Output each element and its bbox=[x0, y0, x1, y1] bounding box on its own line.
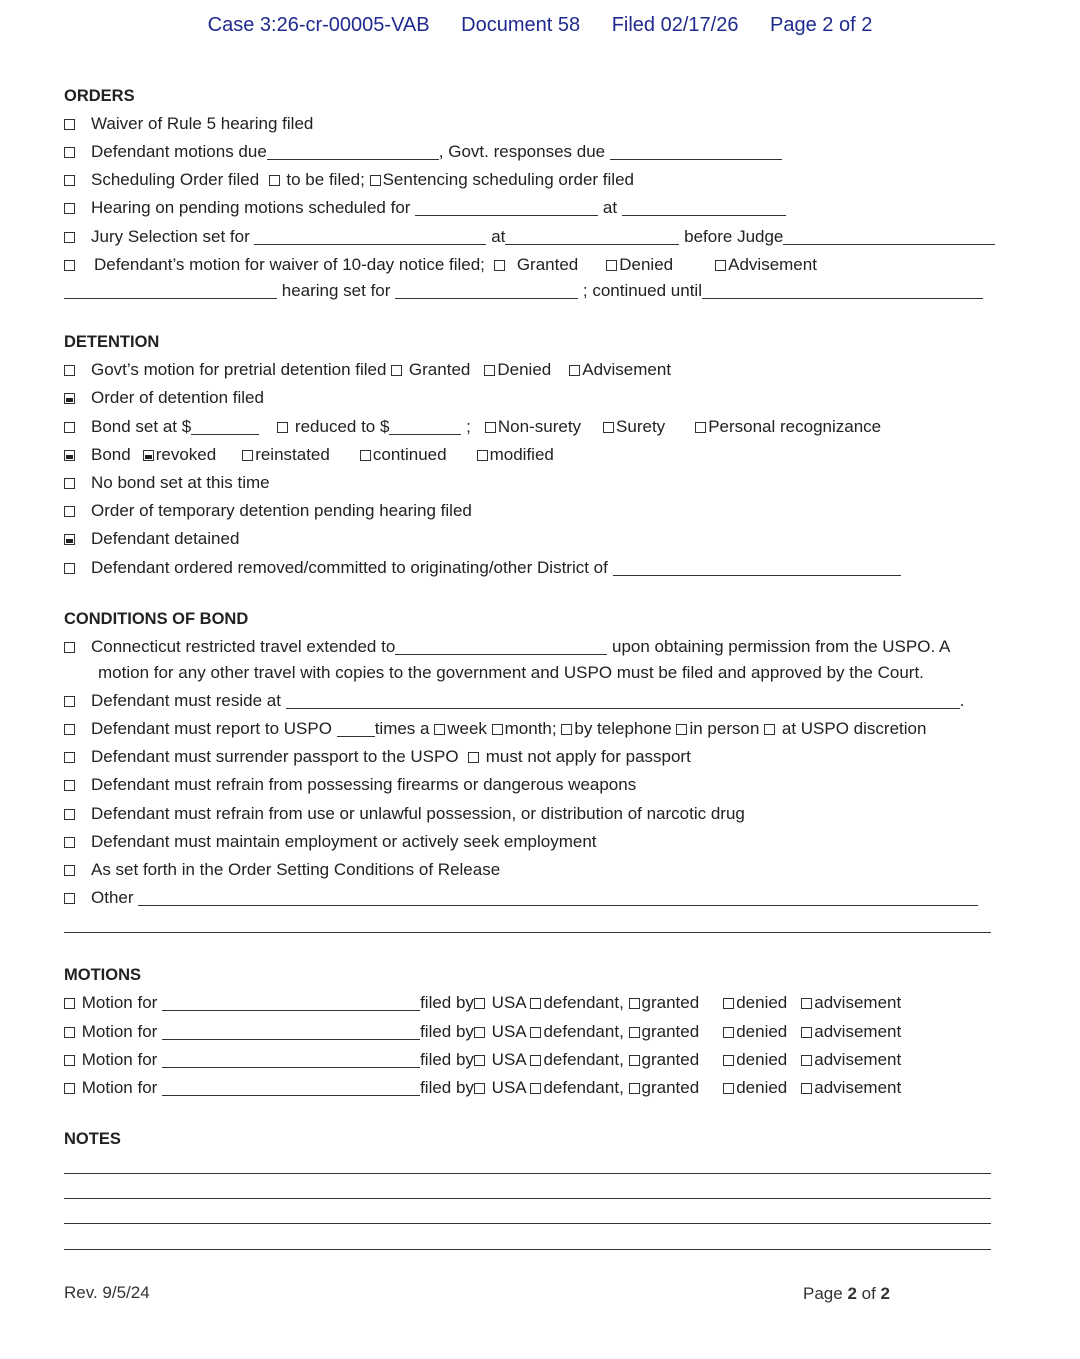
checkbox-telephone[interactable] bbox=[561, 724, 572, 735]
label: Denied bbox=[497, 360, 552, 379]
order-waiver-rule5 bbox=[64, 113, 313, 135]
label: at bbox=[491, 227, 506, 246]
checkbox-advisement[interactable] bbox=[801, 1083, 812, 1094]
checkbox-usa[interactable] bbox=[474, 1083, 485, 1094]
label: Waiver of Rule 5 hearing filed bbox=[91, 114, 314, 133]
detention-removed bbox=[64, 557, 901, 579]
label: by telephone bbox=[574, 719, 672, 738]
checkbox-defendant[interactable] bbox=[530, 1055, 541, 1066]
checkbox-denied[interactable] bbox=[723, 1083, 734, 1094]
checkbox-personal-recognizance[interactable] bbox=[695, 422, 706, 433]
bond-amount-field[interactable] bbox=[191, 418, 259, 435]
checkbox-modified[interactable] bbox=[477, 450, 488, 461]
footer-page-number bbox=[803, 1284, 890, 1304]
section-title-orders: ORDERS bbox=[64, 87, 135, 105]
checkbox-order-setting[interactable] bbox=[64, 865, 75, 876]
checkbox-sentencing-scheduling[interactable] bbox=[370, 175, 381, 186]
label: before Judge bbox=[684, 227, 784, 246]
other-field[interactable] bbox=[138, 889, 978, 906]
label: Page bbox=[803, 1284, 848, 1303]
label: Non-surety bbox=[497, 417, 582, 436]
checkbox-motion[interactable] bbox=[64, 1083, 75, 1094]
checkbox-detained-checked[interactable] bbox=[64, 534, 75, 545]
checkbox-motion[interactable] bbox=[64, 1055, 75, 1066]
label: 2 bbox=[880, 1284, 890, 1303]
label: advisement bbox=[814, 1022, 902, 1041]
continued-until-field[interactable] bbox=[702, 282, 983, 299]
label: upon obtaining permission from the USPO. A bbox=[612, 637, 951, 656]
label: Advisement bbox=[582, 360, 672, 379]
other-continued-line[interactable] bbox=[64, 932, 991, 933]
condition-report bbox=[64, 718, 926, 740]
checkbox-reduced[interactable] bbox=[277, 422, 288, 433]
label: of bbox=[856, 1284, 881, 1303]
travel-destination-field[interactable] bbox=[395, 638, 607, 655]
label: Advisement bbox=[728, 255, 817, 274]
checkbox-reside[interactable] bbox=[64, 696, 75, 707]
label: filed by bbox=[420, 1050, 474, 1069]
condition-order-setting bbox=[64, 859, 500, 881]
motion-row bbox=[64, 1049, 901, 1071]
label: at bbox=[602, 198, 618, 217]
label: granted bbox=[641, 1078, 700, 1097]
condition-narcotic bbox=[64, 803, 745, 825]
label: filed by bbox=[420, 1078, 474, 1097]
checkbox-other[interactable] bbox=[64, 893, 75, 904]
label: Granted bbox=[408, 360, 471, 379]
label: Order of detention filed bbox=[91, 388, 264, 407]
detention-defendant-detained bbox=[64, 528, 239, 550]
label: defendant, bbox=[543, 1078, 624, 1097]
hearing-type-field[interactable] bbox=[64, 282, 277, 299]
checkbox-waiver-rule5[interactable] bbox=[64, 119, 75, 130]
checkbox-granted[interactable] bbox=[629, 1027, 640, 1038]
district-field[interactable] bbox=[613, 559, 901, 576]
label: denied bbox=[736, 1022, 788, 1041]
label: Scheduling Order filed bbox=[91, 170, 260, 189]
checkbox-hearing-pending[interactable] bbox=[64, 203, 75, 214]
label: week bbox=[447, 719, 487, 738]
checkbox-no-apply-passport[interactable] bbox=[468, 752, 479, 763]
label: advisement bbox=[814, 1078, 902, 1097]
label: Defendant must reside at bbox=[91, 691, 281, 710]
order-jury-selection bbox=[64, 226, 995, 248]
checkbox-govt-motion[interactable] bbox=[64, 365, 75, 376]
label: Bond set at $ bbox=[91, 417, 192, 436]
label: ; continued until bbox=[582, 281, 702, 300]
label: reduced to $ bbox=[294, 417, 390, 436]
checkbox-denied[interactable] bbox=[723, 1027, 734, 1038]
checkbox-passport[interactable] bbox=[64, 752, 75, 763]
checkbox-defendant[interactable] bbox=[530, 998, 541, 1009]
label: , Govt. responses due bbox=[438, 142, 606, 161]
label: Other bbox=[91, 888, 134, 907]
checkbox-narcotic[interactable] bbox=[64, 809, 75, 820]
checkbox-defendant[interactable] bbox=[530, 1027, 541, 1038]
condition-other bbox=[64, 887, 978, 909]
label: Defendant’s motion for waiver of 10-day notice filed; bbox=[94, 255, 485, 274]
motion-type-field[interactable] bbox=[162, 1051, 420, 1068]
label: . bbox=[959, 691, 965, 710]
reduced-amount-field[interactable] bbox=[389, 418, 461, 435]
checkbox-reinstated[interactable] bbox=[242, 450, 253, 461]
checkbox-jury-selection[interactable] bbox=[64, 232, 75, 243]
checkbox-advisement[interactable] bbox=[801, 998, 812, 1009]
detention-no-bond bbox=[64, 472, 270, 494]
label: month; bbox=[504, 719, 557, 738]
label: Defendant must maintain employment or actively seek employment bbox=[91, 832, 597, 851]
label: advisement bbox=[814, 993, 902, 1012]
checkbox-month[interactable] bbox=[492, 724, 503, 735]
checkbox-revoked-checked[interactable] bbox=[143, 450, 154, 461]
notes-line[interactable] bbox=[64, 1173, 991, 1174]
section-title-notes: NOTES bbox=[64, 1130, 121, 1148]
label: advisement bbox=[814, 1050, 902, 1069]
label: in person bbox=[689, 719, 760, 738]
checkbox-removed[interactable] bbox=[64, 563, 75, 574]
checkbox-firearms[interactable] bbox=[64, 780, 75, 791]
checkbox-scheduling-order[interactable] bbox=[64, 175, 75, 186]
order-motions-due bbox=[64, 141, 782, 163]
checkbox-continued[interactable] bbox=[360, 450, 371, 461]
label: Jury Selection set for bbox=[91, 227, 250, 246]
label: USA bbox=[491, 1078, 526, 1097]
notes-line[interactable] bbox=[64, 1198, 991, 1199]
label: Defendant must refrain from possessing firearms or dangerous weapons bbox=[91, 775, 637, 794]
label: Motion for bbox=[81, 1050, 158, 1069]
checkbox-motion[interactable] bbox=[64, 1027, 75, 1038]
label: continued bbox=[372, 445, 447, 464]
label: Govt’s motion for pretrial detention filed bbox=[91, 360, 387, 379]
detention-govt-motion bbox=[64, 359, 671, 381]
govt-responses-due-field[interactable] bbox=[610, 143, 782, 160]
checkbox-advisement[interactable] bbox=[801, 1055, 812, 1066]
label: granted bbox=[641, 1050, 700, 1069]
label: Denied bbox=[619, 255, 674, 274]
checkbox-bond-checked[interactable] bbox=[64, 450, 75, 461]
checkbox-surety[interactable] bbox=[603, 422, 614, 433]
order-hearing-pending bbox=[64, 197, 786, 219]
label: Motion for bbox=[81, 1078, 158, 1097]
section-title-detention: DETENTION bbox=[64, 333, 160, 351]
label: times a bbox=[374, 719, 430, 738]
label: revoked bbox=[155, 445, 217, 464]
checkbox-travel[interactable] bbox=[64, 642, 75, 653]
label: to be filed; bbox=[286, 170, 365, 189]
label: granted bbox=[641, 993, 700, 1012]
label: 2 bbox=[847, 1284, 857, 1303]
checkbox-usa[interactable] bbox=[474, 1055, 485, 1066]
label: filed by bbox=[420, 993, 474, 1012]
document-number: Document 58 bbox=[461, 14, 581, 36]
detention-bond bbox=[64, 444, 554, 466]
label: reinstated bbox=[255, 445, 330, 464]
label: defendant, bbox=[543, 1050, 624, 1069]
label: denied bbox=[736, 993, 788, 1012]
condition-reside bbox=[64, 690, 964, 712]
condition-travel-continued: motion for any other travel with copies to the government and USPO must be filed and approved by the Court. bbox=[98, 663, 924, 682]
checkbox-uspo-discretion[interactable] bbox=[764, 724, 775, 735]
label: defendant, bbox=[543, 1022, 624, 1041]
motions-due-field[interactable] bbox=[267, 143, 439, 160]
checkbox-defendant[interactable] bbox=[530, 1083, 541, 1094]
checkbox-usa[interactable] bbox=[474, 1027, 485, 1038]
motion-type-field[interactable] bbox=[162, 994, 420, 1011]
hearing-set-date-field[interactable] bbox=[395, 282, 578, 299]
label: USA bbox=[491, 993, 526, 1012]
label: Defendant detained bbox=[91, 529, 240, 548]
checkbox-non-surety[interactable] bbox=[485, 422, 496, 433]
label: Sentencing scheduling order filed bbox=[382, 170, 634, 189]
checkbox-to-be-filed[interactable] bbox=[269, 175, 280, 186]
checkbox-advisement[interactable] bbox=[801, 1027, 812, 1038]
notes-line[interactable] bbox=[64, 1249, 991, 1250]
hearing-time-field[interactable] bbox=[622, 199, 786, 216]
condition-firearms bbox=[64, 774, 636, 796]
order-hearing-set bbox=[64, 280, 983, 302]
checkbox-granted[interactable] bbox=[629, 1055, 640, 1066]
label: granted bbox=[641, 1022, 700, 1041]
judge-field[interactable] bbox=[783, 228, 995, 245]
checkbox-denied[interactable] bbox=[484, 365, 495, 376]
label: Order of temporary detention pending hearing filed bbox=[91, 501, 472, 520]
checkbox-denied[interactable] bbox=[723, 1055, 734, 1066]
checkbox-granted[interactable] bbox=[494, 260, 505, 271]
condition-passport bbox=[64, 746, 691, 768]
label: Motion for bbox=[81, 1022, 158, 1041]
checkbox-bond-set[interactable] bbox=[64, 422, 75, 433]
checkbox-usa[interactable] bbox=[474, 998, 485, 1009]
motion-type-field[interactable] bbox=[162, 1079, 420, 1096]
checkbox-order-detention-checked[interactable] bbox=[64, 393, 75, 404]
checkbox-motion[interactable] bbox=[64, 998, 75, 1009]
label: Surety bbox=[616, 417, 666, 436]
label: must not apply for passport bbox=[485, 747, 691, 766]
checkbox-granted[interactable] bbox=[391, 365, 402, 376]
label: Bond bbox=[91, 445, 131, 464]
label: USA bbox=[491, 1050, 526, 1069]
checkbox-in-person[interactable] bbox=[676, 724, 687, 735]
motion-row bbox=[64, 1077, 901, 1099]
checkbox-motions-due[interactable] bbox=[64, 147, 75, 158]
jury-time-field[interactable] bbox=[505, 228, 679, 245]
label: denied bbox=[736, 1078, 788, 1097]
case-header bbox=[0, 14, 1080, 37]
label: Defendant motions due bbox=[91, 142, 267, 161]
checkbox-advisement[interactable] bbox=[569, 365, 580, 376]
label: ; bbox=[466, 417, 471, 436]
label: at USPO discretion bbox=[781, 719, 927, 738]
label: Motion for bbox=[81, 993, 158, 1012]
label: modified bbox=[489, 445, 554, 464]
detention-order-filed bbox=[64, 387, 264, 409]
label: Defendant must refrain from use or unlawful possession, or distribution of narcotic drug bbox=[91, 804, 745, 823]
checkbox-advisement[interactable] bbox=[715, 260, 726, 271]
label: filed by bbox=[420, 1022, 474, 1041]
revision-label: Rev. 9/5/24 bbox=[64, 1283, 150, 1302]
label: defendant, bbox=[543, 993, 624, 1012]
label: denied bbox=[736, 1050, 788, 1069]
label: Defendant must surrender passport to the USPO bbox=[91, 747, 459, 766]
filed-date: Filed 02/17/26 bbox=[611, 14, 739, 36]
label: Personal recognizance bbox=[708, 417, 882, 436]
residence-field[interactable] bbox=[286, 692, 960, 709]
checkbox-waiver-10day[interactable] bbox=[64, 260, 75, 271]
checkbox-week[interactable] bbox=[434, 724, 445, 735]
notes-line[interactable] bbox=[64, 1223, 991, 1224]
condition-travel bbox=[64, 636, 950, 658]
section-title-conditions: CONDITIONS OF BOND bbox=[64, 610, 249, 628]
order-scheduling bbox=[64, 169, 634, 191]
hearing-date-field[interactable] bbox=[415, 199, 598, 216]
order-waiver-10day bbox=[64, 254, 817, 276]
checkbox-no-bond[interactable] bbox=[64, 478, 75, 489]
motion-row bbox=[64, 1021, 901, 1043]
section-title-motions: MOTIONS bbox=[64, 966, 141, 984]
label: Connecticut restricted travel extended to bbox=[91, 637, 396, 656]
motion-type-field[interactable] bbox=[162, 1023, 420, 1040]
condition-employment bbox=[64, 831, 597, 853]
checkbox-temp-detention[interactable] bbox=[64, 506, 75, 517]
report-times-field[interactable] bbox=[337, 720, 375, 737]
detention-bond-set bbox=[64, 416, 881, 438]
case-number: Case 3:26-cr-00005-VAB bbox=[207, 14, 430, 36]
label: Defendant must report to USPO bbox=[91, 719, 332, 738]
checkbox-denied[interactable] bbox=[606, 260, 617, 271]
label: Granted bbox=[516, 255, 579, 274]
checkbox-granted[interactable] bbox=[629, 1083, 640, 1094]
label: Defendant ordered removed/committed to originating/other District of bbox=[91, 558, 608, 577]
label: Hearing on pending motions scheduled for bbox=[91, 198, 411, 217]
label: No bond set at this time bbox=[91, 473, 270, 492]
jury-date-field[interactable] bbox=[254, 228, 486, 245]
checkbox-employment[interactable] bbox=[64, 837, 75, 848]
checkbox-report[interactable] bbox=[64, 724, 75, 735]
label: As set forth in the Order Setting Conditions of Release bbox=[91, 860, 501, 879]
checkbox-granted[interactable] bbox=[629, 998, 640, 1009]
motion-row bbox=[64, 992, 901, 1014]
checkbox-denied[interactable] bbox=[723, 998, 734, 1009]
label: USA bbox=[491, 1022, 526, 1041]
page-indicator: Page 2 of 2 bbox=[770, 14, 873, 36]
label: hearing set for bbox=[281, 281, 391, 300]
detention-temporary bbox=[64, 500, 472, 522]
